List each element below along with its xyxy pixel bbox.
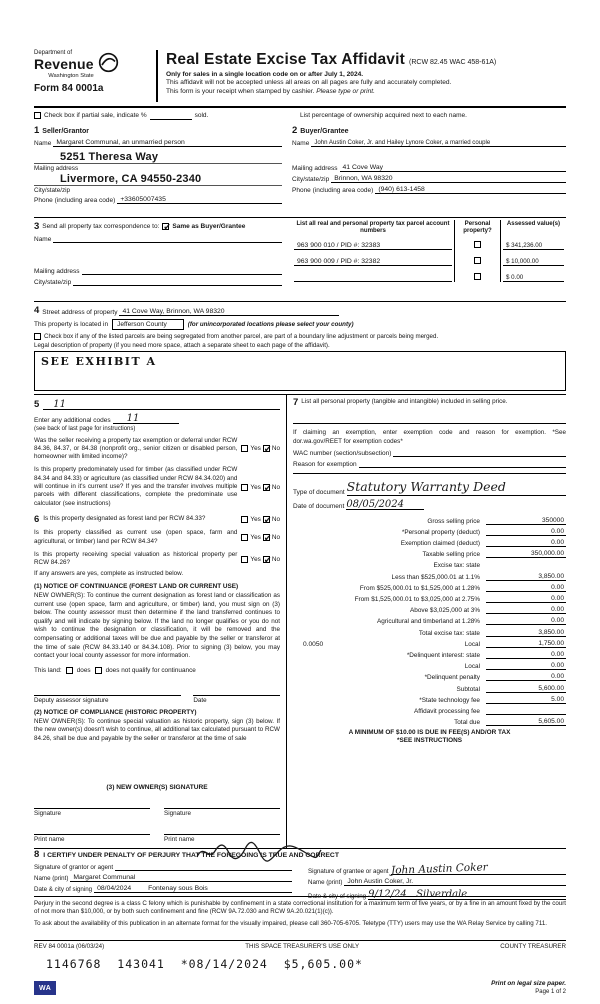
partial-percent-field[interactable] (150, 112, 192, 120)
doc-date-field[interactable] (346, 499, 424, 510)
minimum-due-note: A MINIMUM OF $10.00 IS DUE IN FEE(S) AND/OR TAX (348, 729, 511, 737)
form-number: Form 84 0001a (34, 83, 104, 94)
tax-value-field[interactable]: 0.00 (486, 584, 566, 592)
tax-label: Total due (454, 719, 480, 727)
tax-value-field[interactable]: 0.00 (486, 662, 566, 670)
tax-value-field[interactable]: 0.00 (486, 539, 566, 547)
seller-section (34, 123, 292, 217)
seller-citystate-field[interactable] (34, 173, 282, 186)
codes-instructions-note: (see back of last page for instructions) (34, 425, 136, 432)
tax-value-field[interactable]: 1,750.00 (486, 640, 566, 648)
tax-label: Subtotal (456, 685, 480, 693)
corr-name-label: Name (34, 235, 52, 243)
no-label: No (271, 555, 280, 563)
grantee-city-handwritten: Silverdale (416, 888, 468, 900)
forest-land-question: Is this property designated as forest land per RCW 84.33? (43, 514, 206, 522)
notice-compliance-body: NEW OWNER(S): To continue special valuation as historic property, sign (3) below. If the new owner(s) doesn't wish to continue, all additional tax calculated pursuant to RCW 84.26, shall be due and payable by the seller or transferor at the time of sale (34, 717, 280, 742)
certification-section (34, 848, 566, 900)
if-yes-instruction: If any answers are yes, complete as instructed below. (34, 569, 184, 577)
tax-label: *Personal property (deduct) (401, 528, 480, 536)
historic-question: Is this property receiving special valuation as historical property per RCW 84.26? (34, 550, 238, 567)
corr-mailing-field[interactable] (82, 267, 282, 275)
local-rate-value: 0.0050 (303, 640, 324, 648)
tax-value-field[interactable]: 0.00 (486, 595, 566, 603)
treasurer-space-label: THIS SPACE TREASURER'S USE ONLY (245, 942, 360, 950)
buyer-phone-field[interactable] (375, 186, 566, 194)
doc-date-handwritten: 08/05/2024 (346, 498, 404, 510)
section-2-number: 2 (292, 125, 298, 136)
tax-label: Less than $525,000.01 at 1.1% (391, 573, 480, 581)
does-not-label: does not qualify for continuance (105, 666, 196, 674)
certify-statement: I CERTIFY UNDER PENALTY OF PERJURY THAT THE FOREGOING IS TRUE AND CORRECT (43, 851, 339, 859)
correspondence-parcels-row (34, 217, 566, 301)
new-owner-signature-block (34, 784, 280, 843)
forest-no-checkbox[interactable]: ✔ (263, 515, 272, 526)
county-select[interactable]: Jefferson County (112, 319, 184, 330)
deputy-date-field[interactable] (193, 686, 280, 696)
grantee-print-name-label: Name (print) (308, 878, 343, 886)
property-location-section (34, 301, 566, 391)
print-name-label: Print name (164, 835, 195, 843)
exemption-note: If claiming an exemption, enter exemption code and reason for exemption. *See dor.wa.gov/REET for exemption codes* (293, 429, 566, 445)
assessed-value-col-header: Assessed value(s) (500, 220, 566, 234)
page-title: Real Estate Excise Tax Affidavit (166, 51, 405, 68)
section-8-number: 8 (34, 848, 40, 860)
does-label: does (76, 666, 91, 674)
title-block (166, 50, 566, 102)
left-column (34, 395, 286, 848)
grantor-signature-label: Signature of grantor or agent (34, 864, 114, 871)
grantee-print-name-field[interactable] (344, 878, 566, 886)
this-land-label: This land: (34, 666, 62, 674)
tax-label: *Delinquent interest: state (406, 651, 480, 659)
footer (34, 940, 566, 1004)
parcel-number-field[interactable] (294, 258, 452, 266)
grantor-date-city-label: Date & city of signing (34, 886, 93, 893)
seller-citystate-value: Livermore, CA 94550-2340 (60, 172, 202, 185)
corr-name-field[interactable] (53, 235, 282, 243)
grantor-date-value: 08/04/2024 (97, 885, 132, 892)
location-code-field[interactable] (43, 399, 280, 410)
tax-label: Above $3,025,000 at 3% (410, 607, 480, 615)
section-3-number: 3 (34, 221, 40, 232)
buyer-phone-label: Phone (including area code) (292, 186, 374, 194)
grantee-signature-label: Signature of grantee or agent (308, 867, 389, 875)
no-label: No (271, 445, 280, 453)
land-does-checkbox[interactable] (66, 667, 73, 674)
historic-yes-checkbox[interactable] (241, 556, 248, 563)
grantee-name-value: John Austin Coker, Jr. (347, 877, 414, 885)
tax-row-total-due (293, 718, 566, 726)
seller-name-label: Name (34, 139, 52, 147)
print-name-label: Print name (34, 835, 65, 843)
notice-continuance-title: (1) NOTICE OF CONTINUANCE (FOREST LAND OR CURRENT USE) (34, 583, 239, 591)
tax-row-local (293, 640, 566, 648)
section-5-number: 5 (34, 399, 40, 410)
doc-type-field[interactable] (346, 479, 566, 496)
deferral-yes-checkbox[interactable] (241, 445, 248, 452)
tax-label: Gross selling price (427, 517, 480, 525)
tax-row-delinquent-penalty (293, 673, 566, 681)
signature-label: Signature (34, 809, 61, 817)
corr-mailing-label: Mailing address (34, 267, 80, 275)
county-note: (for unincorporated locations please select your county) (187, 320, 354, 328)
personal-property-col-header: Personal property? (454, 220, 500, 234)
grantor-date-field[interactable] (94, 885, 136, 893)
partial-sale-row (34, 108, 566, 123)
alt-format-statement: To ask about the availability of this publication in an alternate format for the visually impaired, please call 360-705-6705. Teletype (TTY) users may use the WA Relay Service by calling 711. (34, 919, 548, 927)
legal-description-label: Legal description of property (if you need more space, attach a separate sheet to each page of the affidavit). (34, 341, 330, 349)
yes-label: Yes (250, 555, 261, 563)
rev-number: REV 84 0001a (06/03/24) (34, 942, 105, 950)
parcel-number-field[interactable] (294, 242, 452, 250)
street-address-field[interactable] (119, 308, 339, 316)
tax-value-blank (486, 561, 566, 569)
yes-label: Yes (250, 516, 261, 524)
tax-label: Affidavit processing fee (414, 707, 480, 715)
legal-description-field[interactable] (34, 351, 566, 391)
tax-value-field[interactable]: 350,000.00 (486, 550, 566, 558)
tax-label: Excise tax: state (433, 562, 480, 570)
buyer-name-label: Name (292, 139, 310, 147)
ownership-note: List percentage of ownership acquired next to each name. (300, 112, 467, 119)
date-label: Date (193, 696, 207, 704)
perjury-statement: Perjury in the second degree is a class C felony which is punishable by confinement in a state correctional institution for a maximum term of five years, or by a fine in an amount fixed by the court of not more than $10,000, or by both such confinement and fine (RCW 9A.72.030 and RCW 9A.20.021(1)(c)). (34, 899, 566, 916)
doc-type-handwritten: Statutory Warranty Deed (346, 479, 506, 494)
correspondence-section (34, 219, 292, 301)
tax-label: Agricultural and timberland at 1.28% (376, 618, 480, 626)
tax-value-field[interactable]: 0.00 (486, 673, 566, 681)
agency-block (34, 50, 158, 102)
parcel-row (292, 234, 566, 250)
deferral-question: Was the seller receiving a property tax exemption or deferral under RCW 84.36, 84.37, or 84.38 (nonprofit org., senior citizen or disabled person, homeowner with limited income)? (34, 436, 238, 461)
deputy-assessor-signature-field[interactable] (34, 686, 181, 696)
form-header (34, 50, 566, 108)
tax-value-field[interactable]: 3,850.00 (486, 629, 566, 637)
tax-row-tier2 (293, 584, 566, 592)
location-code-handwritten: 11 (53, 398, 67, 410)
parcel-col-header: List all real and personal property tax parcel account numbers (296, 220, 450, 234)
wac-number-label: WAC number (section/subsection) (293, 450, 392, 457)
tax-row-gross (293, 517, 566, 525)
print-size-note: Print on legal size paper. (491, 979, 566, 987)
buyer-name-field[interactable] (311, 139, 566, 147)
grantor-signature-scribble (194, 840, 324, 864)
segregated-checkbox[interactable] (34, 333, 41, 340)
tax-row-exemption (293, 539, 566, 547)
section-6-number: 6 (34, 513, 40, 525)
notice-compliance-title: (2) NOTICE OF COMPLIANCE (HISTORIC PROPERTY) (34, 708, 197, 716)
parcel-table (292, 219, 566, 301)
section-7-number: 7 (293, 396, 299, 408)
notice-continuance-body: NEW OWNER(S): To continue the current designation as forest land or classification as current use (open space, farm and agriculture, or timber) land, you must sign on (3) below. The county assessor must then determine if the land transferred continues to qualify and will indicate by signing below. If the land no longer qualifies or you do not wish to continue the designation or classification, it will be removed and the compensating or additional taxes will be due and payable by the seller or transferor at the time of sale (RCW 84.33.140 or 84.34.108). Prior to signing (3) below, you may contact your local county assessor for more information. (34, 592, 280, 660)
seller-name-field[interactable] (53, 139, 282, 147)
section-1-number: 1 (34, 125, 40, 136)
section-4-number: 4 (34, 305, 40, 316)
header-note-1: Only for sales in a single location code on or after July 1, 2024. (166, 70, 364, 78)
buyer-mailing-value: 41 Cove Way (342, 163, 384, 171)
buyer-citystate-label: City/state/zip (292, 175, 330, 183)
grantee-signing-block (308, 859, 566, 900)
tax-row-tech-fee (293, 696, 566, 704)
grantor-city-field[interactable] (136, 885, 292, 893)
owner-signature-field[interactable] (164, 800, 280, 809)
tax-row-tier4 (293, 606, 566, 614)
tax-row-processing-fee (293, 707, 566, 715)
tax-label: *State technology fee (419, 696, 480, 704)
timber-question: Is this property predominately used for timber (as classified under RCW 84.34 and 84.33) or agriculture (as classified under RCW 84.34.020) and will continue in it's current use? If yes and the transfer involves multiple parcels with different classifications, complete the predominate use calculator (see instructions) (34, 466, 238, 507)
tax-label: From $1,525,000.01 to $3,025,000 at 2.75% (354, 596, 480, 603)
land-does-not-checkbox[interactable] (95, 667, 102, 674)
tax-value-field[interactable]: 5,605.00 (486, 718, 566, 726)
parcel-number-field[interactable] (294, 274, 452, 282)
tax-row-taxable (293, 550, 566, 558)
assessed-value: $ 10,000.00 (506, 258, 539, 265)
doc-type-label: Type of document (293, 488, 345, 496)
legal-description-value: SEE EXHIBIT A (41, 354, 157, 368)
current-use-yes-checkbox[interactable] (241, 534, 248, 541)
tax-value-field[interactable]: 3,850.00 (486, 573, 566, 581)
grantor-print-name-label: Name (print) (34, 875, 69, 882)
grantee-signature-field[interactable] (391, 863, 567, 875)
main-columns (34, 394, 566, 848)
new-owner-signature-title: (3) NEW OWNER(S) SIGNATURE (106, 783, 208, 791)
tax-row-subtotal (293, 685, 566, 693)
revenue-logo-icon (98, 52, 119, 73)
header-note-3 (166, 88, 566, 95)
tax-label: Local (464, 663, 480, 671)
revenue-wordmark: Revenue (34, 56, 94, 72)
tax-value-field[interactable]: 0.00 (486, 606, 566, 614)
perjury-notes (34, 896, 566, 940)
assessed-value: $ 341,236.00 (506, 242, 543, 249)
same-as-buyer-checkbox[interactable]: ✔ (163, 222, 171, 233)
grantee-city-field[interactable] (402, 889, 566, 900)
wac-number-field[interactable] (393, 449, 566, 457)
parties-row (34, 123, 566, 217)
tax-row-tier1 (293, 573, 566, 581)
tax-label: Total excise tax: state (418, 629, 480, 637)
grantor-signing-block (34, 859, 292, 900)
historic-no-checkbox[interactable]: ✔ (263, 554, 272, 565)
seller-phone-label: Phone (including area code) (34, 196, 116, 204)
tax-computation (293, 514, 566, 727)
grantor-name-value: Margaret Communal (73, 874, 136, 881)
seller-name-value: Margaret Communal, an unmarried person (56, 138, 185, 146)
tax-row-agricultural (293, 617, 566, 625)
partial-sale-label: Check box if partial sale, indicate % (44, 112, 147, 119)
county-treasurer-label: COUNTY TREASURER (500, 942, 566, 950)
doc-date-label: Date of document (293, 502, 345, 510)
tax-value-field[interactable]: 5.00 (486, 696, 566, 704)
grantor-city-value: Fontenay sous Bois (148, 885, 208, 892)
grantee-date-field[interactable] (368, 888, 407, 900)
parcel-row (292, 266, 566, 282)
no-label: No (271, 483, 280, 491)
parcel-row (292, 250, 566, 266)
seller-mailing-label: Mailing address (34, 164, 79, 172)
additional-codes-handwritten: 11 (126, 412, 140, 424)
tax-value-field[interactable] (486, 707, 566, 715)
assessed-value-field[interactable] (503, 258, 564, 266)
exemption-reason-label: Reason for exemption (293, 461, 357, 468)
forest-yes-checkbox[interactable] (241, 516, 248, 523)
tax-value-field[interactable]: 350000 (486, 517, 566, 525)
grantor-print-name-field[interactable] (70, 874, 292, 882)
washington-state-label: Washington State (48, 73, 94, 79)
wa-state-logo: WA (34, 981, 56, 995)
tax-label: *Delinquent penalty (424, 674, 480, 682)
seller-mailing-field[interactable] (34, 151, 282, 164)
sold-label: sold. (194, 112, 209, 119)
tax-value-field[interactable]: 5,600.00 (486, 685, 566, 693)
personal-property-checkbox[interactable] (474, 241, 481, 248)
tax-row-personal (293, 528, 566, 536)
tax-row-excise-header (293, 561, 566, 569)
timber-no-checkbox[interactable]: ✔ (263, 482, 272, 493)
exemption-reason-field[interactable] (359, 460, 566, 468)
tax-row-total-state (293, 629, 566, 637)
assessed-value-field[interactable] (503, 242, 564, 250)
rcw-reference: (RCW 82.45 WAC 458-61A) (409, 59, 497, 66)
tax-value-field[interactable]: 0.00 (486, 651, 566, 659)
right-column (286, 395, 566, 848)
tax-row-delinquent-interest-state (293, 651, 566, 659)
buyer-citystate-field[interactable] (331, 175, 566, 183)
personal-property-checkbox[interactable] (474, 273, 481, 280)
signature-label: Signature (164, 809, 191, 817)
correspondence-label: Send all property tax correspondence to: (42, 223, 160, 231)
assessed-value-field[interactable] (503, 274, 564, 282)
buyer-name-value: John Austin Coker, Jr. and Hailey Lynore Coker, a married couple (314, 138, 491, 146)
assessed-value: $ 0.00 (506, 274, 524, 281)
type-or-print-note: Please type or print. (316, 87, 375, 95)
corr-citystate-field[interactable] (73, 278, 282, 286)
owner-print-name-field[interactable] (164, 826, 280, 835)
corr-citystate-label: City/state/zip (34, 278, 72, 286)
additional-codes-label: Enter any additional codes (34, 416, 111, 424)
current-use-no-checkbox[interactable]: ✔ (263, 533, 272, 544)
tax-row-delinquent-interest-local (293, 662, 566, 670)
tax-row-tier3 (293, 595, 566, 603)
yes-label: Yes (250, 445, 261, 453)
tax-value-field[interactable]: 0.00 (486, 528, 566, 536)
tax-label: From $525,000.01 to $1,525,000 at 1.28% (359, 584, 480, 592)
deputy-assessor-signature-label: Deputy assessor signature (34, 696, 109, 704)
personal-property-checkbox[interactable] (474, 257, 481, 264)
tax-label: Taxable selling price (422, 551, 480, 559)
yes-label: Yes (250, 483, 261, 491)
parcel-table-header (292, 220, 566, 234)
owner-print-name-field[interactable] (34, 826, 150, 835)
buyer-mailing-field[interactable] (340, 164, 566, 172)
grantee-date-city-label: Date & city of signing (308, 892, 367, 900)
owner-signature-field[interactable] (34, 800, 150, 809)
grantee-signature-handwritten: John Austin Coker (390, 861, 488, 877)
buyer-phone-value: (940) 613-1458 (378, 185, 425, 193)
no-label: No (271, 534, 280, 542)
grantee-date-handwritten: 9/12/24 (368, 888, 407, 900)
personal-property-label: List all personal property (tangible and intangible) included in selling price. (301, 397, 508, 405)
treasurer-stamp: 1146768 143041 *08/14/2024 $5,605.00* (46, 956, 363, 971)
located-in-label: This property is located in (34, 320, 109, 328)
seller-address-value: 5251 Theresa Way (60, 150, 159, 163)
buyer-title: Buyer/Grantee (300, 128, 349, 135)
segregated-label: Check box if any of the listed parcels are being segregated from another parcel, are part of a boundary line adjustment or parcels being merged. (44, 332, 439, 340)
no-label: No (271, 516, 280, 524)
seller-phone-value: +33605007435 (120, 195, 166, 203)
yes-label: Yes (250, 534, 261, 542)
seller-phone-field[interactable] (117, 196, 282, 204)
seller-title: Seller/Grantor (42, 128, 89, 135)
seller-citystate-label: City/state/zip (34, 186, 71, 194)
buyer-citystate-value: Brinnon, WA 98320 (334, 174, 393, 182)
tax-label: Local (464, 640, 480, 648)
buyer-section (292, 123, 566, 217)
partial-sale-checkbox[interactable] (34, 112, 41, 119)
header-note-3-text: This form is your receipt when stamped by cashier. (166, 87, 315, 95)
timber-yes-checkbox[interactable] (241, 484, 248, 491)
parcel-number-value: 963 900 009 / PID #: 32382 (297, 258, 381, 265)
header-note-2: This affidavit will not be accepted unless all areas on all pages are fully and accurately completed. (166, 79, 452, 87)
parcel-number-value: 963 900 010 / PID #: 32383 (297, 242, 381, 249)
page-number: Page 1 of 2 (535, 988, 566, 995)
current-use-question: Is this property classified as current use (open space, farm and agricultural, or timber) land per RCW 84.34? (34, 529, 238, 545)
same-as-buyer-label: Same as Buyer/Grantee (172, 223, 246, 231)
dept-of-label: Department of (34, 50, 73, 56)
tax-value-field[interactable]: 0.00 (486, 617, 566, 625)
see-instructions-note: *SEE INSTRUCTIONS (397, 737, 462, 745)
buyer-mailing-label: Mailing address (292, 164, 338, 172)
tax-label: Exemption claimed (deduct) (400, 540, 480, 548)
deferral-no-checkbox[interactable]: ✔ (263, 444, 272, 455)
grantor-signature-field[interactable] (115, 863, 292, 871)
street-address-label: Street address of property (42, 308, 118, 316)
additional-codes-field[interactable] (113, 413, 179, 424)
street-address-value: 41 Cove Way, Brinnon, WA 98320 (122, 307, 225, 315)
